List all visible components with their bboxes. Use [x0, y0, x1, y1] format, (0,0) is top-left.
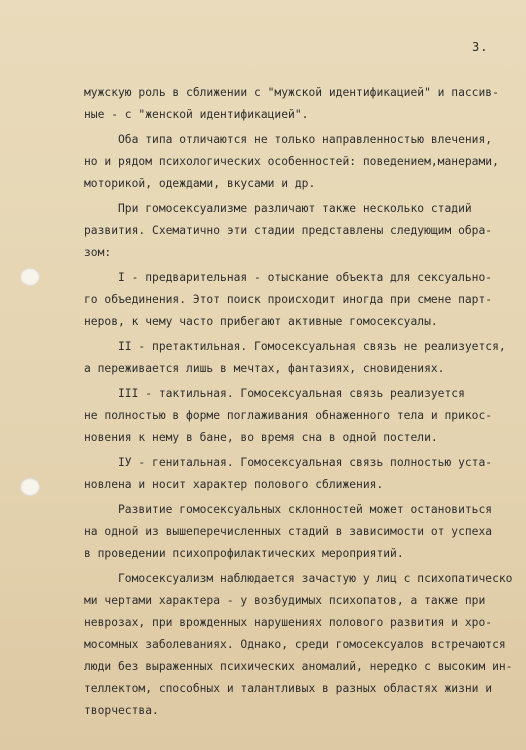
- text-line: зом:: [84, 246, 112, 259]
- text-line: моторикой, одеждами, вкусами и др.: [84, 177, 316, 190]
- text-line: теллектом, способных и талантливых в разных областях жизни и: [84, 682, 493, 695]
- text-line: го объединения. Этот поиск происходит иногда при смене парт-: [84, 293, 493, 306]
- text-line: развития. Схематично эти стадии представлены следующим обра-: [84, 224, 493, 237]
- text-line: в проведении психопрофилактических мероприятий.: [84, 547, 404, 560]
- text-line: новлена и носит характер полового сближения.: [84, 478, 384, 491]
- text-line: мосомных заболеваниях. Однако, среди гомосексуалов встречаются: [84, 638, 506, 651]
- text-line: Развитие гомосексуальных склонностей может остановиться: [84, 503, 493, 516]
- text-line: III - тактильная. Гомосексуальная связь реализуется: [84, 387, 465, 400]
- typewritten-text: [84, 82, 513, 722]
- text-line: II - претактильная. Гомосексуальная связь не реализуется,: [84, 340, 506, 353]
- page-number: 3.: [472, 40, 489, 54]
- text-line: но и рядом психологических особенностей: поведением,манерами,: [84, 155, 499, 168]
- text-line: IУ - генитальная. Гомосексуальная связь полностью уста-: [84, 456, 493, 469]
- text-line: ные - с "женской идентификацией".: [84, 108, 309, 121]
- text-line: Гомосексуализм наблюдается зачастую у лиц с психопатическо: [84, 572, 513, 585]
- text-line: новения к нему в бане, во время сна в одной постели.: [84, 431, 438, 444]
- text-line: неров, к чему часто прибегают активные гомосексуалы.: [84, 315, 438, 328]
- text-line: При гомосексуализме различают также несколько стадий: [84, 202, 472, 215]
- text-line: I - предварительная - отыскание объекта для сексуально-: [84, 271, 493, 284]
- text-line: а переживается лишь в мечтах, фантазиях, сновидениях.: [84, 362, 445, 375]
- text-line: ми чертами характера - у возбудимых психопатов, а также при: [84, 594, 486, 607]
- text-line: неврозах, при врожденных нарушениях полового развития и хро-: [84, 616, 493, 629]
- text-line: мужскую роль в сближении с "мужской идентификацией" и пассив-: [84, 86, 499, 99]
- punch-hole: [20, 478, 40, 496]
- text-line: творчества.: [84, 704, 159, 717]
- text-line: на одной из вышеперечисленных стадий в зависимости от успеха: [84, 525, 493, 538]
- text-line: не полностью в форме поглаживания обнаженного тела и прикос-: [84, 409, 493, 422]
- text-line: люди без выраженных психических аномалий, нередко с высоким ин-: [84, 660, 513, 673]
- text-line: Оба типа отличаются не только направленностью влечения,: [84, 133, 493, 146]
- punch-hole: [20, 268, 40, 286]
